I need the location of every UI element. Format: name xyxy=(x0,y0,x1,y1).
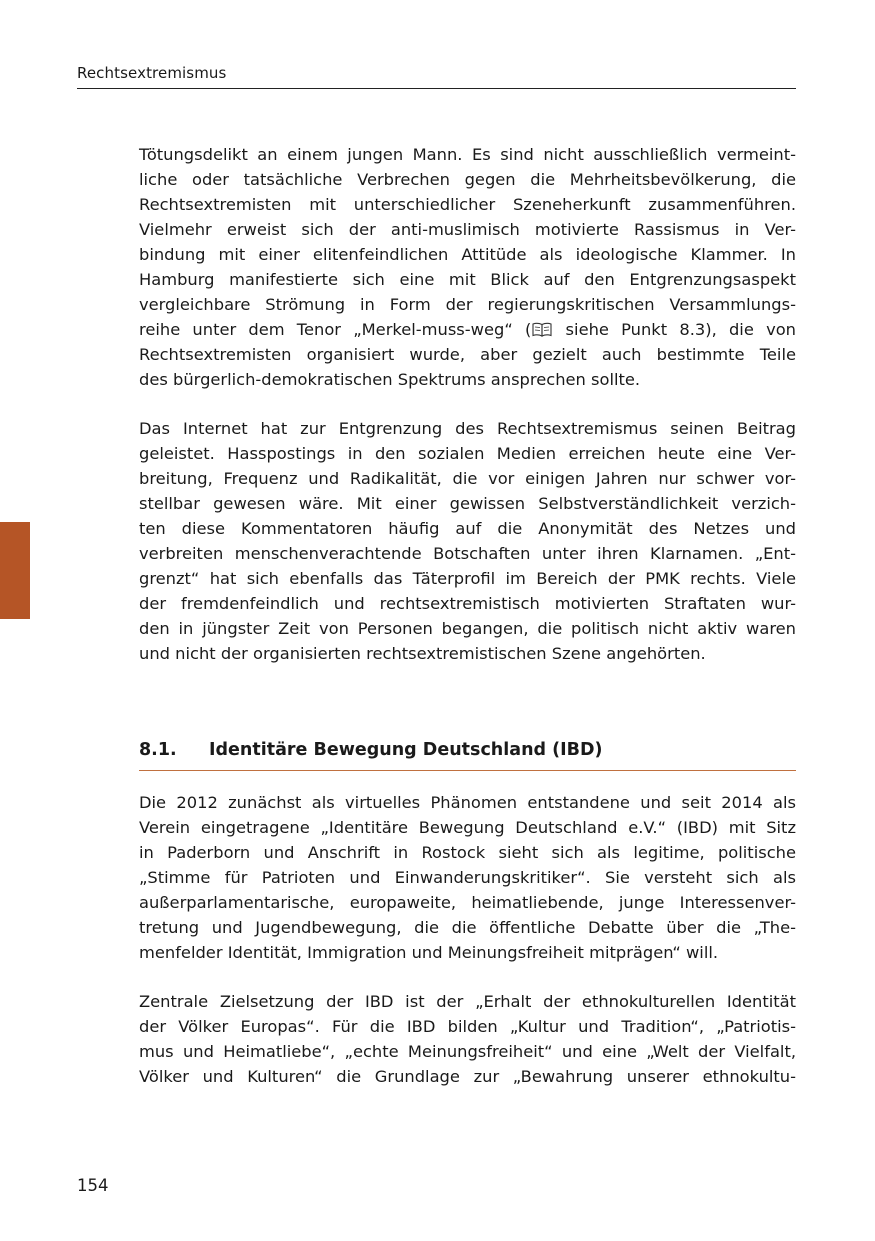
text-line: Vielmehr erweist sich der anti-muslimisch motivierte Rassismus in Ver- xyxy=(139,220,796,239)
running-title: Rechtsextremismus xyxy=(77,64,227,82)
text-line: außerparlamentarische, europaweite, heimatliebende, junge Interessenver- xyxy=(139,893,796,912)
text-line: „Stimme für Patrioten und Einwanderungskritiker“. Sie versteht sich als xyxy=(139,868,796,887)
text-segment: siehe Punkt 8.3), die von xyxy=(553,320,796,339)
text-line: bindung mit einer elitenfeindlichen Attitüde als ideologische Klammer. In xyxy=(139,245,796,264)
text-line: der Völker Europas“. Für die IBD bilden „Kultur und Tradition“, „Patriotis- xyxy=(139,1017,796,1036)
text-line: menfelder Identität, Immigration und Meinungsfreiheit mitprägen“ will. xyxy=(139,943,719,962)
text-line: Völker und Kulturen“ die Grundlage zur „Bewahrung unserer ethnokultu- xyxy=(139,1067,796,1086)
text-line: und nicht der organisierten rechtsextremistischen Szene angehörten. xyxy=(139,644,706,663)
open-book-icon[interactable] xyxy=(532,319,552,344)
text-line: ten diese Kommentatoren häufig auf die Anonymität des Netzes und xyxy=(139,519,796,538)
text-line: Rechtsextremisten mit unterschiedlicher Szeneherkunft zusammenführen. xyxy=(139,195,796,214)
text-line: vergleichbare Strömung in Form der regierungskritischen Versammlungs- xyxy=(139,295,796,314)
text-line: geleistet. Hasspostings in den sozialen Medien erreichen heute eine Ver- xyxy=(139,444,796,463)
text-line: liche oder tatsächliche Verbrechen gegen die Mehrheitsbevölkerung, die xyxy=(139,170,796,189)
section-rule xyxy=(139,770,796,771)
paragraph-3 xyxy=(139,790,796,965)
text-line: Tötungsdelikt an einem jungen Mann. Es sind nicht ausschließlich vermeint- xyxy=(139,145,796,164)
chapter-side-tab xyxy=(0,522,30,619)
header-rule xyxy=(77,88,796,89)
text-segment: reihe unter dem Tenor „Merkel-muss-weg“ ( xyxy=(139,320,532,339)
text-line: Rechtsextremisten organisiert wurde, aber gezielt auch bestimmte Teile xyxy=(139,345,796,364)
text-line: des bürgerlich-demokratischen Spektrums ansprechen sollte. xyxy=(139,370,641,389)
paragraph-1 xyxy=(139,142,796,392)
text-line-with-reference xyxy=(139,317,796,342)
page-number: 154 xyxy=(77,1176,109,1195)
text-line: Verein eingetragene „Identitäre Bewegung Deutschland e.V.“ (IBD) mit Sitz xyxy=(139,818,796,837)
section-title: Identitäre Bewegung Deutschland (IBD) xyxy=(209,740,603,760)
section-number: 8.1. xyxy=(139,740,177,760)
text-line: verbreiten menschenverachtende Botschaften unter ihren Klarnamen. „Ent- xyxy=(139,544,796,563)
section-heading xyxy=(139,740,796,760)
text-line: grenzt“ hat sich ebenfalls das Täterprofil im Bereich der PMK rechts. Viele xyxy=(139,569,796,588)
text-line: Hamburg manifestierte sich eine mit Blick auf den Entgrenzungsaspekt xyxy=(139,270,796,289)
text-line: in Paderborn und Anschrift in Rostock sieht sich als legitime, politische xyxy=(139,843,796,862)
text-line: der fremdenfeindlich und rechtsextremistisch motivierten Straftaten wur- xyxy=(139,594,796,613)
text-line: Die 2012 zunächst als virtuelles Phänomen entstandene und seit 2014 als xyxy=(139,793,796,812)
text-line: stellbar gewesen wäre. Mit einer gewissen Selbstverständlichkeit verzich- xyxy=(139,494,796,513)
text-line: mus und Heimatliebe“, „echte Meinungsfreiheit“ und eine „Welt der Vielfalt, xyxy=(139,1042,796,1061)
paragraph-2 xyxy=(139,416,796,666)
text-line: Zentrale Zielsetzung der IBD ist der „Erhalt der ethnokulturellen Identität xyxy=(139,992,796,1011)
text-line: Das Internet hat zur Entgrenzung des Rechtsextremismus seinen Beitrag xyxy=(139,419,796,438)
text-line: den in jüngster Zeit von Personen begangen, die politisch nicht aktiv waren xyxy=(139,619,796,638)
text-line: tretung und Jugendbewegung, die die öffentliche Debatte über die „The- xyxy=(139,918,796,937)
text-line: breitung, Frequenz und Radikalität, die vor einigen Jahren nur schwer vor- xyxy=(139,469,796,488)
paragraph-4 xyxy=(139,989,796,1089)
